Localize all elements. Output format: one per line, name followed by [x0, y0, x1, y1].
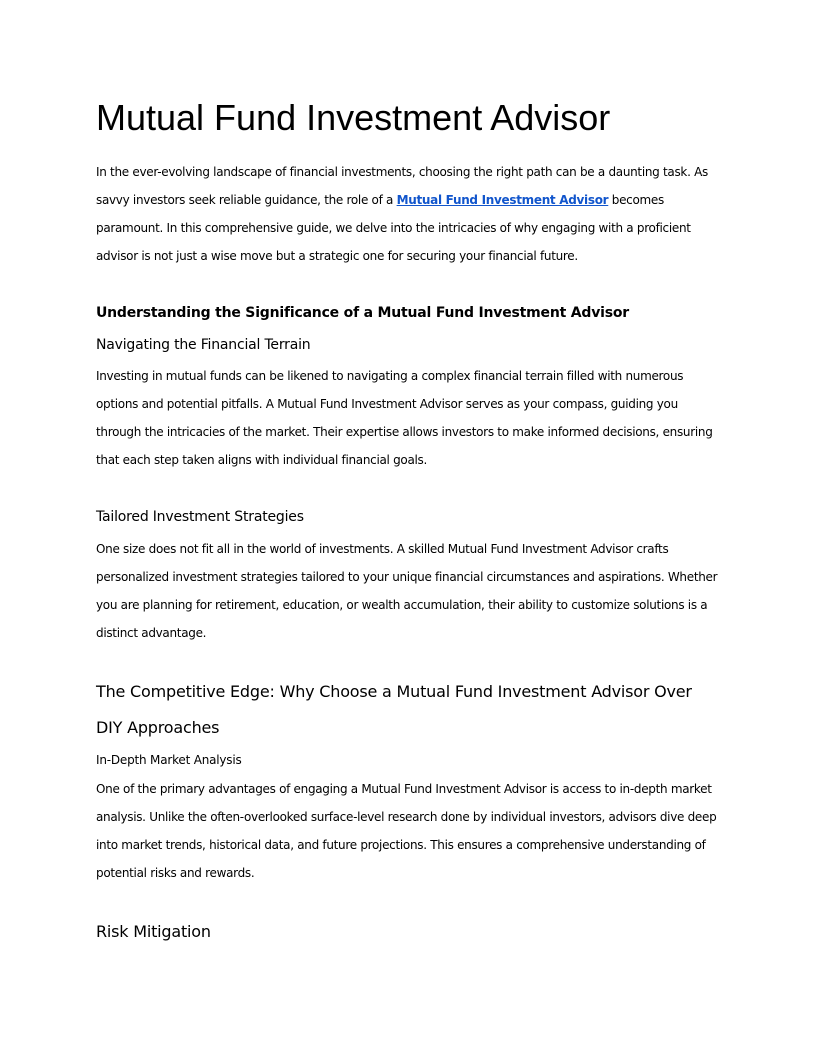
intro-text-before-link: In the ever-evolving landscape of financial investments, choosing the right path can be a daunting task. As savvy investors seek reliable guidance, the role of a	[96, 165, 708, 207]
section-heading-significance: Understanding the Significance of a Mutual Fund Investment Advisor	[96, 305, 629, 321]
document-page	[96, 0, 720, 1056]
paragraph-tailored-strategies: One size does not fit all in the world of investments. A skilled Mutual Fund Investment Advisor crafts personalized investment strategies tailored to your unique financial circumstances and aspirations. Whether you are planning for retirement, education, or wealth accumulation, their ability to customize solutions is a distinct advantage.	[96, 542, 718, 640]
subheading-risk-mitigation: Risk Mitigation	[96, 922, 211, 941]
intro-text-after-link: becomes paramount. In this comprehensive guide, we delve into the intricacies of why engaging with a proficient advisor is not just a wise move but a strategic one for securing your financial future.	[96, 193, 691, 263]
intro-paragraph	[96, 158, 720, 270]
subheading-navigating-terrain: Navigating the Financial Terrain	[96, 337, 311, 353]
paragraph-navigating-terrain: Investing in mutual funds can be likened to navigating a complex financial terrain filled with numerous options and potential pitfalls. A Mutual Fund Investment Advisor serves as your compass, guiding you through the intricacies of the market. Their expertise allows investors to make informed decisions, ensuring that each step taken aligns with individual financial goals.	[96, 369, 713, 467]
subheading-market-analysis: In-Depth Market Analysis	[96, 753, 242, 767]
advisor-link[interactable]: Mutual Fund Investment Advisor	[396, 193, 609, 207]
subheading-tailored-strategies: Tailored Investment Strategies	[96, 509, 304, 525]
paragraph-market-analysis: One of the primary advantages of engaging a Mutual Fund Investment Advisor is access to in-depth market analysis. Unlike the often-overlooked surface-level research done by individual investors, advisors dive deep into market trends, historical data, and future projections. This ensures a comprehensive understanding of potential risks and rewards.	[96, 782, 717, 880]
section-heading-competitive-edge: The Competitive Edge: Why Choose a Mutual Fund Investment Advisor Over DIY Approaches	[96, 682, 692, 737]
page-title: Mutual Fund Investment Advisor	[96, 97, 611, 138]
